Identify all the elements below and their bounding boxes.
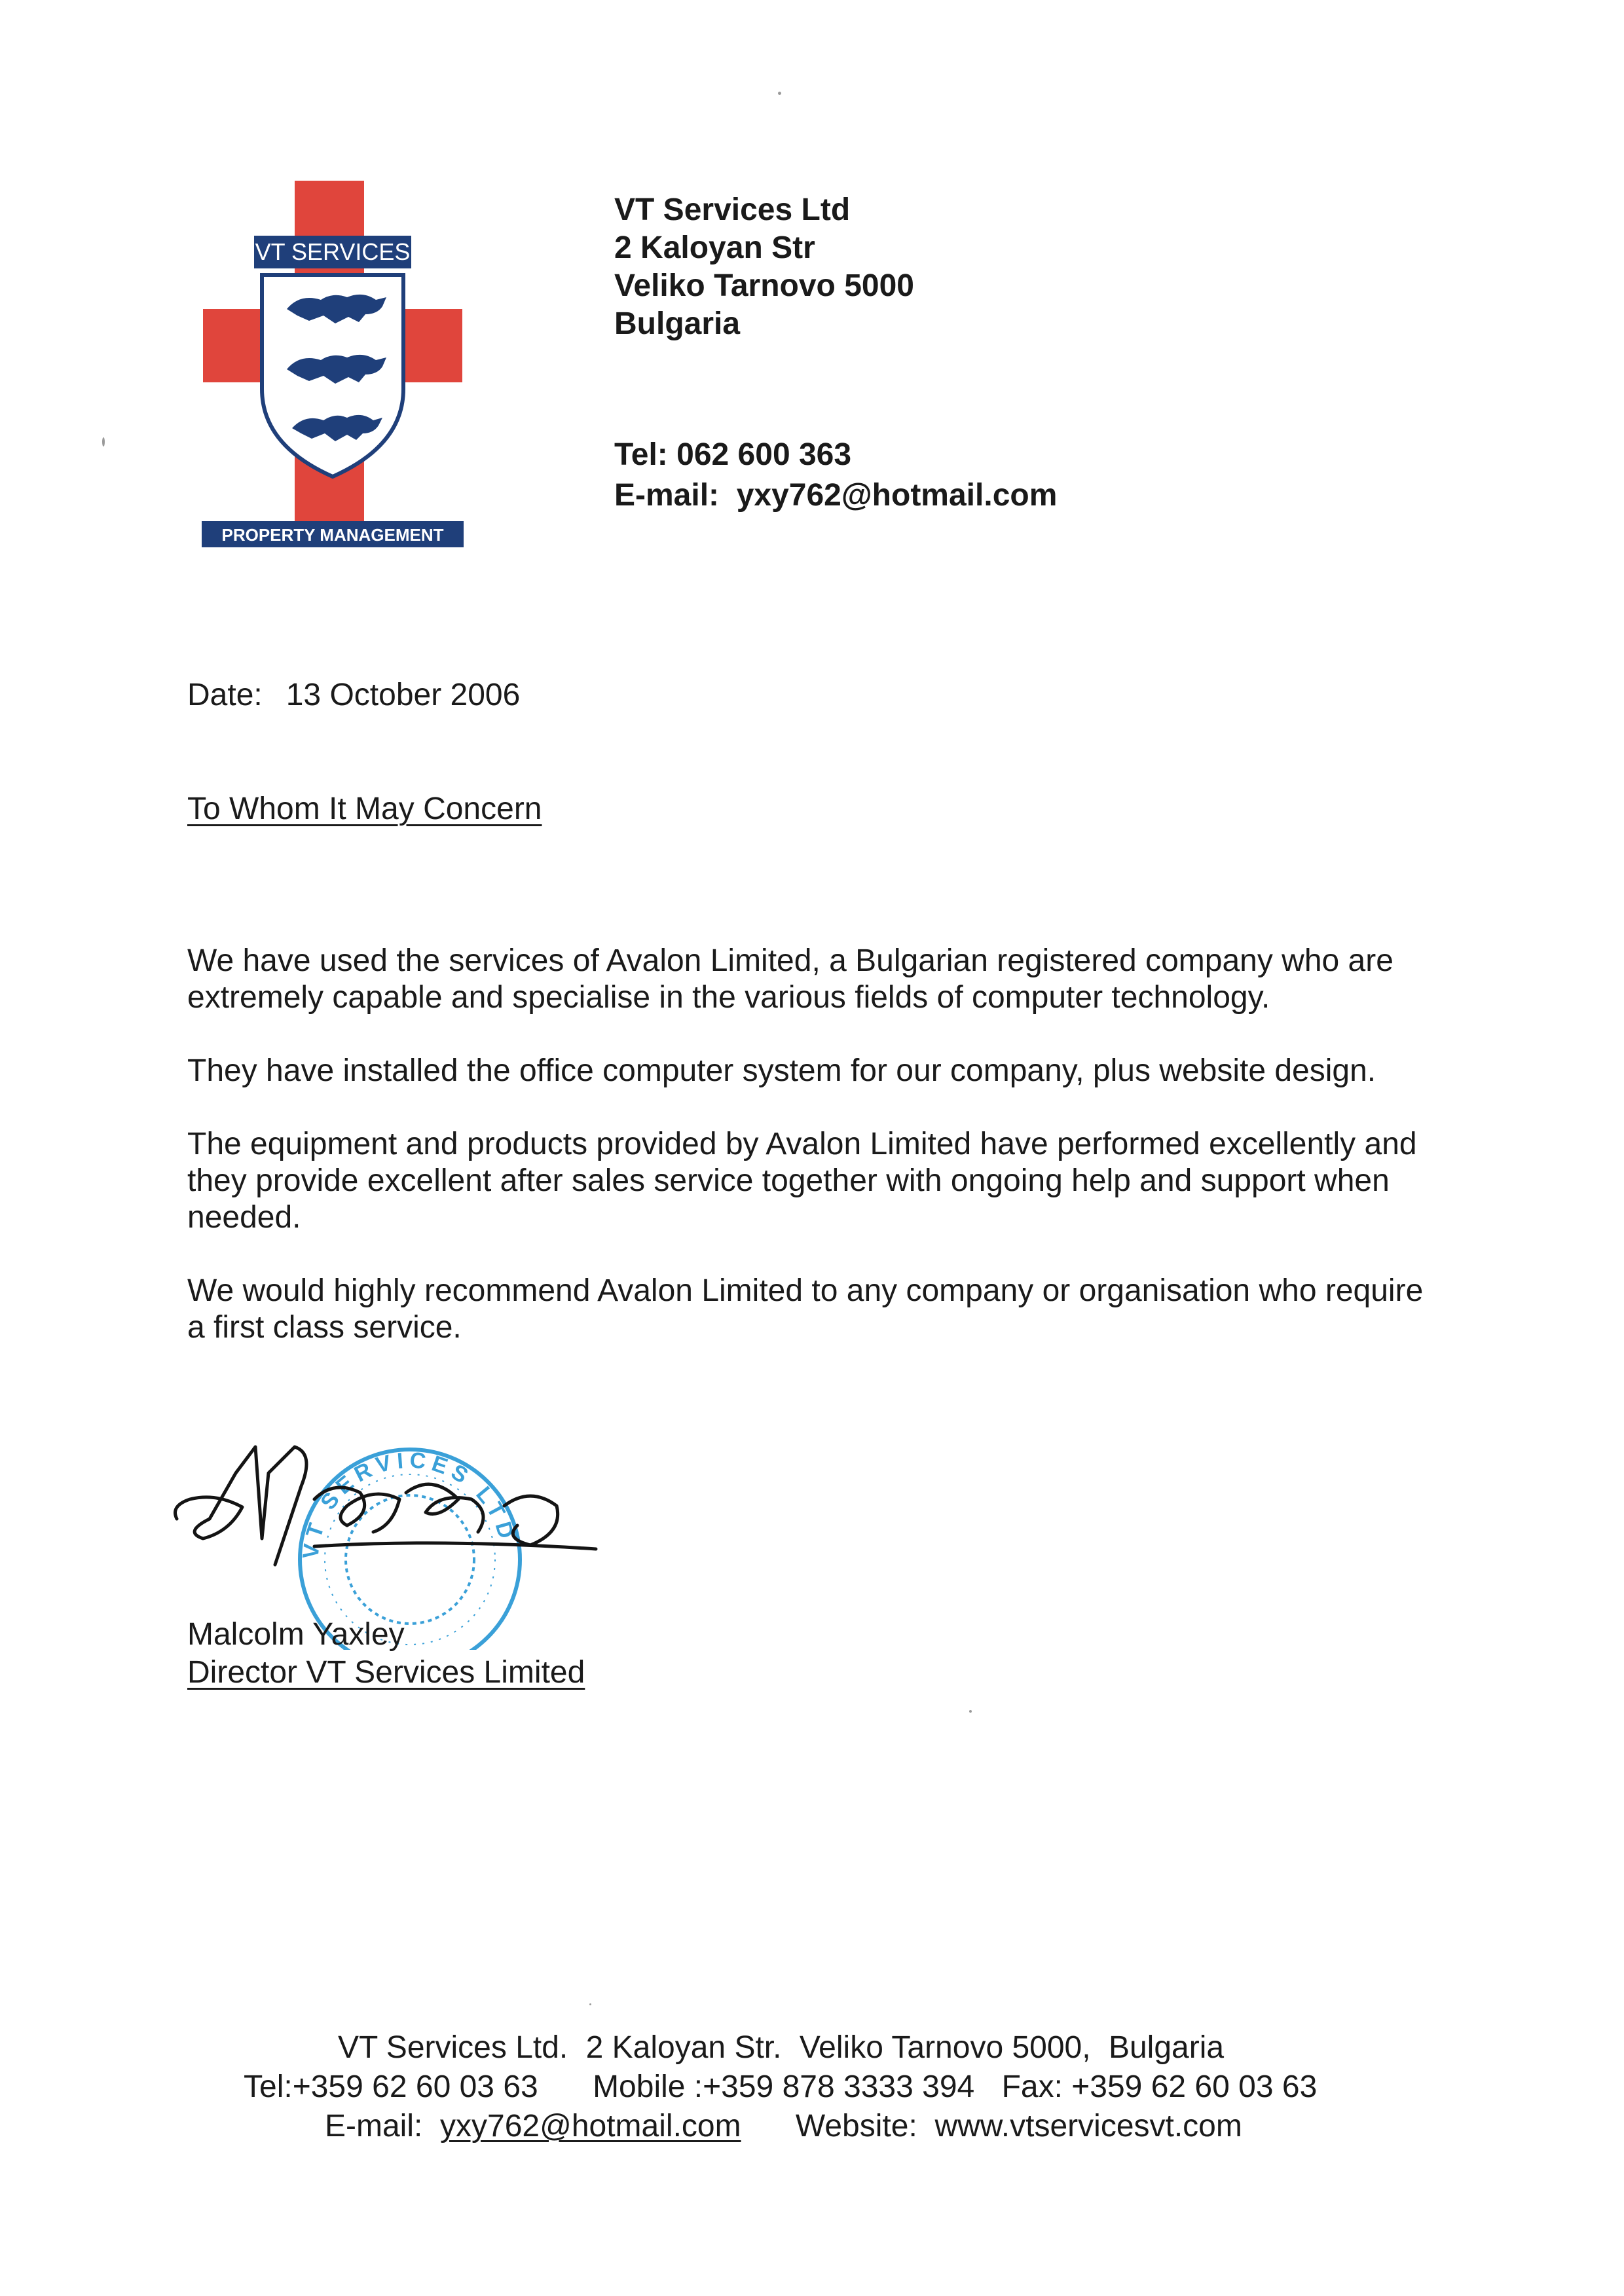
salutation: To Whom It May Concern [187,792,542,826]
letterhead-address [614,191,1057,516]
scan-speck [969,1710,972,1713]
tel-label: Tel: [614,437,668,472]
signatory-block [187,1616,585,1692]
country: Bulgaria [614,306,741,341]
logo-bottom-label: PROPERTY MANAGEMENT [221,525,444,545]
footer-phone-row [244,2068,1317,2107]
footer-web-row [325,2107,1242,2146]
street-address: 2 Kaloyan Str [614,230,815,265]
footer-fax: Fax: +359 62 60 03 63 [1001,2069,1318,2104]
scan-speck [102,437,105,446]
city-postcode: Veliko Tarnovo 5000 [614,268,914,303]
body-paragraph: We would highly recommend Avalon Limited to any company or organisation who require a first class service. [187,1273,1424,1345]
letterhead-tel [614,435,1057,475]
scan-speck [778,92,781,95]
footer-tel: Tel:+359 62 60 03 63 [244,2069,538,2104]
tel-number: 062 600 363 [676,437,852,472]
logo-top-label: VT SERVICES [255,238,411,265]
scan-speck [589,2003,591,2005]
footer-website-link[interactable]: www.vtservicesvt.com [934,2109,1242,2143]
footer-email-link[interactable]: yxy762@hotmail.com [440,2109,741,2143]
body-paragraph: We have used the services of Avalon Limited, a Bulgarian registered company who are extremely capable and specialise in the various fields of computer technology. [187,943,1393,1015]
signatory-title: Director VT Services Limited [187,1655,585,1690]
email-address: yxy762@hotmail.com [736,478,1058,513]
body-paragraph: The equipment and products provided by Avalon Limited have performed excellently and they provide excellent after sales service together with ongoing help and support when needed. [187,1127,1417,1235]
footer-email-label: E-mail: [325,2109,423,2143]
vt-services-logo [202,181,464,547]
date-value: 13 October 2006 [286,678,521,712]
letterhead-email [614,475,1057,516]
stamp-text: VT SERVICES LTD [298,1448,521,1560]
footer-country: Bulgaria [1108,2030,1225,2065]
footer-city: Veliko Tarnovo 5000, [799,2030,1091,2065]
footer-website-label: Website: [795,2109,917,2143]
date-label: Date: [187,678,263,712]
signatory-name: Malcolm Yaxley [187,1617,405,1652]
email-label: E-mail: [614,478,720,513]
letter-date [187,676,520,714]
footer-mobile: Mobile :+359 878 3333 394 [593,2069,975,2104]
letterhead-contact [614,435,1057,516]
footer-address-row [338,2028,1224,2068]
letter-body [187,943,1445,1383]
body-paragraph: They have installed the office computer system for our company, plus website design. [187,1053,1376,1088]
company-name: VT Services Ltd [614,192,851,227]
footer-street: 2 Kaloyan Str. [585,2030,782,2065]
footer-company: VT Services Ltd. [338,2030,568,2065]
